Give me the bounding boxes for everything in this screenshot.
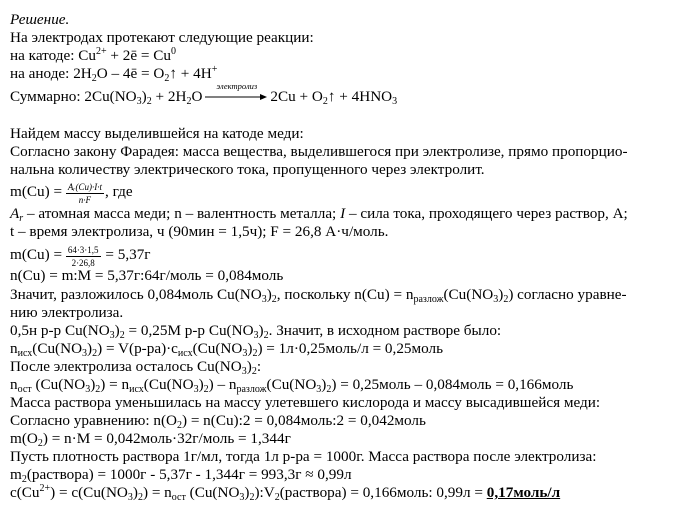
section-title: Найдем массу выделившейся на катоде меди: (10, 125, 304, 142)
arrow-right-icon (204, 93, 268, 101)
anode-reaction: на аноде: $2H_2O$ – 4ē = $O_2↑ + 4H^+$ (10, 64, 218, 84)
reactions-intro: На электродах протекают следующие реакции: (10, 29, 314, 46)
faraday-text-2: нальна количеству электрического тока, пропущенного через электролит. (10, 161, 485, 178)
oxygen-moles: Согласно уравнению: $n(O_2)$ = n(Cu):2 = 0,084моль:2 = 0,042моль (10, 412, 426, 431)
faraday-formula: m(Cu) = $\frac{\text{Aᵣ(Cu)·I·t}}{n\cdot F}$ , где (10, 182, 133, 205)
remaining-moles: $n_{ост}$ $(Cu(NO_3)_2) = n_{исх}(Cu(NO_3)_2) - n_{разлож}(Cu(NO_3)_2)$ = 0,25моль – 0,084моль = 0,166моль (10, 376, 574, 395)
faraday-text-1: Согласно закону Фарадея: масса вещества, выделившегося при электролизе, прямо пропорцио- (10, 143, 628, 160)
copper-moles: n(Cu) = m:M = 5,37г:64г/моль = 0,084моль (10, 267, 284, 284)
definitions-2: t – время электролиза, ч (90мин = 1,5ч); F = 26,8 А·ч/моль. (10, 223, 389, 240)
after-electrolysis: После электролиза осталось $Cu(NO_3)_2$: (10, 358, 262, 377)
mass-loss-text: Масса раствора уменьшилась на массу улетевшего кислорода и массу высадившейся меди: (10, 394, 601, 411)
total-reaction: Суммарно: $2Cu(NO_3)_2 + 2H_2O$ электролиз $2Cu + O_2↑ + 4HNO_3$ (10, 81, 398, 107)
electrolysis-arrow (204, 81, 268, 102)
decomposed-line-1: Значит, разложилось 0,084моль $Cu(NO_3)_2$, поскольку $n(Cu) = n_{разлож}(Cu(NO_3)_2)$ согласно уравне- (10, 286, 627, 305)
definitions-1: $A_r$ – атомная масса меди; n – валентность металла; I – сила тока, проходящего через раствор, A; (10, 205, 628, 224)
solution-heading: Решение. (10, 11, 70, 28)
oxygen-mass: $m(O_2) = n\cdot M$ = 0,042моль·32г/моль = 1,344г (10, 430, 291, 449)
concentration-line: 0,5н р-р $Cu(NO_3)_2 = 0,25М$ р-р $Cu(NO_3)_2$. Значит, в исходном растворе было: (10, 322, 502, 341)
density-text: Пусть плотность раствора 1г/мл, тогда 1л р-ра = 1000г. Масса раствора после электролиза: (10, 448, 597, 465)
final-answer: 0,17моль/л (486, 484, 561, 501)
mass-fraction: $\frac{64\cdot 3\cdot 1,5}{2\cdot 26,8}$ (67, 245, 99, 268)
solution-mass: $m_2(раствора) = 1000г - 5,37г - 1,344г = 993,3г \approx 0,99л$ (10, 466, 352, 485)
cathode-reaction: на катоде: $Cu^{2+}$ + 2ē = $Cu^0$ (10, 46, 177, 64)
initial-moles: $n_{исх}(Cu(NO_3)_2) = V(р-ра)\cdot c_{исх}(Cu(NO_3)_2)$ = 1л·0,25моль/л = 0,25моль (10, 340, 444, 359)
electrolysis-label: электролиз (216, 81, 258, 91)
formula-fraction: $\frac{\text{Aᵣ(Cu)·I·t}}{n\cdot F}$ (67, 182, 103, 205)
decomposed-line-2: нию электролиза. (10, 304, 124, 321)
final-concentration: $c(Cu^{2+}) = c(Cu(NO_3)_2) = n_{ост}$ $(Cu(NO_3)_2):V_2(раствора)$ = 0,166моль: 0,99л = 0,17моль/л (10, 483, 561, 503)
mass-calculation: m(Cu) = $\frac{64\cdot 3\cdot 1,5}{2\cdot 26,8}$ = 5,37г (10, 245, 151, 268)
